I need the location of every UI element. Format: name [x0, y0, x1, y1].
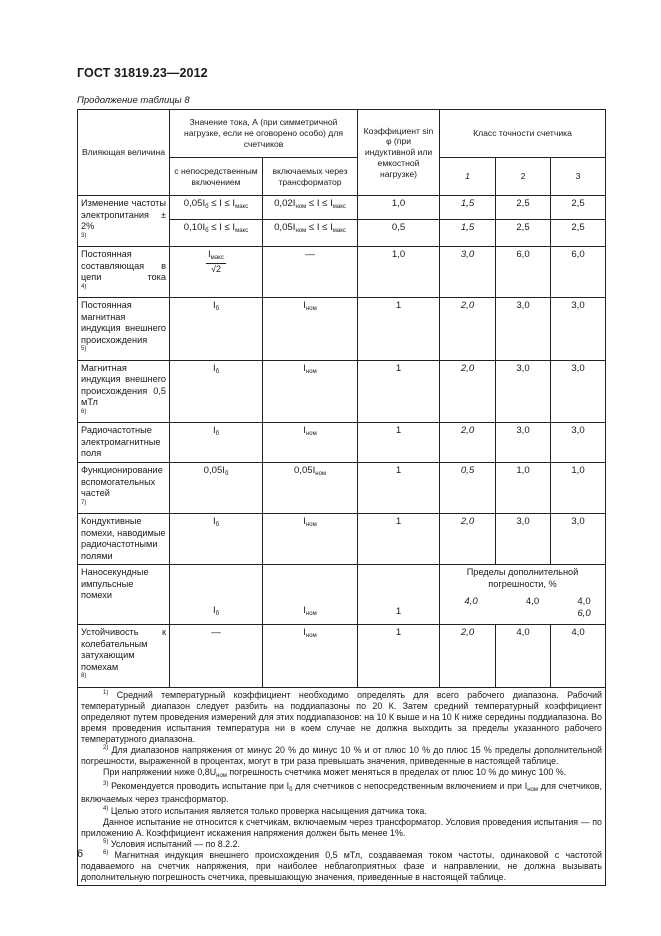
limits-label: Пределы дополнительной погрешности, % [466, 567, 579, 589]
cell-class-2: 3,0 [496, 298, 551, 361]
cell-coef: 1 [358, 360, 440, 423]
cell-direct: $I_б$ [170, 360, 263, 423]
cell-class-3: 2,5 [551, 219, 606, 246]
table-row [78, 423, 606, 463]
cell-coef: 0,5 [358, 219, 440, 246]
cell-class-3: 4,0 [551, 625, 606, 688]
cell-class-1: 0,5 [440, 463, 496, 514]
head-coefficient: Коэффициент sin φ (при индуктивной или емкостной нагрузке) [358, 110, 440, 196]
cell-class-1: 2,0 [440, 298, 496, 361]
limits-cell [440, 565, 606, 625]
cell-transformer: $I_{ном}$ [263, 298, 358, 361]
head-accuracy-class: Класс точности счетчика [440, 110, 606, 158]
cell-direct: $0,05I_б \le I \le I_{макс}$ [170, 196, 263, 220]
footnote-1: $^{1)}$ Средний температурный коэффициент необходимо определять для всего рабочего диапазона. Рабочий температурный диапазон следует разбить на поддиапазоны по 20 К. Затем средний температурный коэффициент определяют путем проведения измерений для этих поддиапазонов: на 10 К выше и на 10 К ниже середины поддиапазона. Во время проведения испытания температура ни в коем случае не должна выходить за пределы указанного рабочего температурного диапазона. [81, 689, 603, 744]
cell-transformer: $I_{ном}$ [263, 360, 358, 423]
table-row [78, 514, 606, 565]
cell-class-3: 3,0 [551, 298, 606, 361]
cell-class-1: 1,5 [440, 219, 496, 246]
table-continuation-caption: Продолжение таблицы 8 [77, 95, 190, 106]
cell-coef: 1 [358, 514, 440, 565]
cell-transformer: $I_{ном}$ [263, 565, 358, 625]
document-header: ГОСТ 31819.23—2012 [77, 66, 208, 80]
cell-class-3: 3,0 [551, 514, 606, 565]
row-name: Наносекундные импульсные помехи [78, 565, 170, 625]
cell-class-1: 3,0 [440, 247, 496, 298]
row-name: Устойчивость к колебательным затухающим помехам $^{8)}$ [78, 625, 170, 688]
row-name: Изменение частоты электропитания ± 2% $^{3)}$ [78, 196, 170, 247]
page-number: 6 [77, 848, 84, 860]
row-name: Постоянная составляющая в цепи тока $^{4)}$ [78, 247, 170, 298]
cell-coef: 1 [358, 423, 440, 463]
head-influence: Влияющая величина [78, 110, 170, 196]
table-row [78, 298, 606, 361]
footnote-3: $^{3)}$ Рекомендуется проводить испытание при $I_б$ для счетчиков с непосредственным включением и при $I_{ном}$ для счетчиков, включаемых через трансформатор. [81, 780, 602, 805]
footnote-4b: Данное испытание не относится к счетчикам, включаемым через трансформатор. Условия проведения испытания — по приложению А. Коэффициент искажения напряжения должен быть менее 1%. [81, 816, 602, 838]
footnote-4: $^{4)}$ Целью этого испытания является только проверка насыщения датчика тока. [103, 805, 427, 816]
cell-coef: 1,0 [358, 196, 440, 220]
cell-class-1: 4,0 [464, 596, 478, 607]
footnote-2: $^{2)}$ Для диапазонов напряжения от минус 20 % до минус 10 % и от плюс 10 % до плюс 15 % пределы дополнительной погрешности, выраженной в процентах, могут в три раза превышать значения, приведенные в настоящей таблице. [81, 745, 602, 767]
cell-class-1: 2,0 [440, 423, 496, 463]
cell-coef: 1 [358, 298, 440, 361]
cell-class-3: 3,0 [551, 423, 606, 463]
cell-transformer: $I_{ном}$ [263, 423, 358, 463]
table-row [78, 196, 606, 220]
footnote-6: $^{6)}$ Магнитная индукция внешнего происхождения 0,5 мТл, создаваемая током частоты, одинаковой с частотой подаваемого на счетчик напряжения, при наиболее неблагоприятных фазе и направлении, не должна вызывать дополнительную погрешность счетчика, превышающую значения, приведенные в настоящей таблице. [81, 850, 603, 883]
row-name: Кондуктивные помехи, наводимые радиочастотными полями [78, 514, 170, 565]
cell-transformer: $I_{ном}$ [263, 514, 358, 565]
head-class-3: 3 [551, 158, 606, 196]
cell-coef: 1,0 [358, 247, 440, 298]
table-row [78, 463, 606, 514]
head-class-1: 1 [440, 158, 496, 196]
cell-direct: $I_б$ [170, 565, 263, 625]
cell-class-3: 1,0 [551, 463, 606, 514]
cell-coef: 1 [358, 625, 440, 688]
cell-direct: $0,10I_б \le I \le I_{макс}$ [170, 219, 263, 246]
footnotes-cell [78, 687, 606, 886]
cell-class-2: 1,0 [496, 463, 551, 514]
table-row [78, 360, 606, 423]
row-name: Радиочастотные электромагнитные поля [78, 423, 170, 463]
table-row [78, 247, 606, 298]
cell-class-3: 6,0 [551, 247, 606, 298]
cell-class-2: 3,0 [496, 514, 551, 565]
cell-class-1: 1,5 [440, 196, 496, 220]
cell-class-1: 2,0 [440, 625, 496, 688]
cell-direct: $I_б$ [170, 514, 263, 565]
row-name: Постоянная магнитная индукция внешнего происхождения $^{5)}$ [78, 298, 170, 361]
cell-class-2: 3,0 [496, 423, 551, 463]
head-direct: с непосредственным включением [170, 158, 263, 196]
head-transformer: включаемых через трансформатор [263, 158, 358, 196]
cell-transformer: $0,05I_{ном}$ [263, 463, 358, 514]
cell-class-2: 4,0 [525, 596, 540, 607]
footnote-2b: При напряжении ниже $0,8U_{ном}$ погрешность счетчика может меняться в пределах от плюс 10 % до минус 100 %. [103, 767, 567, 780]
cell-coef: 1 [358, 565, 440, 625]
cell-transformer: $I_{ном}$ [263, 625, 358, 688]
cell-transformer: $0,05I_{ном} \le I \le I_{макс}$ [263, 219, 358, 246]
cell-transformer: — [263, 247, 358, 298]
cell-class-2: 3,0 [496, 360, 551, 423]
row-name: Магнитная индукция внешнего происхождения 0,5 мТл $^{6)}$ [78, 360, 170, 423]
cell-coef: 1 [358, 463, 440, 514]
cell-class-2: 2,5 [496, 219, 551, 246]
cell-class-1: 2,0 [440, 360, 496, 423]
requirements-table [77, 109, 606, 886]
cell-direct: $I_б$ [170, 298, 263, 361]
table-row [78, 565, 606, 625]
cell-direct: — [170, 625, 263, 688]
cell-class-1: 2,0 [440, 514, 496, 565]
cell-class-2: 4,0 [496, 625, 551, 688]
table-row [78, 625, 606, 688]
head-class-2: 2 [496, 158, 551, 196]
cell-transformer: $0,02I_{ном} \le I \le I_{макс}$ [263, 196, 358, 220]
footnotes [78, 687, 606, 886]
fraction: $\frac{I_{макс}}{√2}$ [208, 249, 224, 274]
cell-class-3: 2,5 [551, 196, 606, 220]
cell-class-2: 2,5 [496, 196, 551, 220]
cell-direct [170, 247, 263, 298]
cell-direct: $0,05I_б$ [170, 463, 263, 514]
footnote-5: $^{5)}$ Условия испытаний — по 8.2.2. [103, 838, 240, 849]
cell-class-3: 3,0 [551, 360, 606, 423]
cell-class-3: 4,0 6,0 [577, 596, 591, 619]
cell-class-2: 6,0 [496, 247, 551, 298]
row-name: Функционирование вспомогательных частей $^{7)}$ [78, 463, 170, 514]
cell-direct: $I_б$ [170, 423, 263, 463]
head-current-value: Значение тока, А (при симметричной нагрузке, если не оговорено особо) для счетчиков [170, 110, 358, 158]
